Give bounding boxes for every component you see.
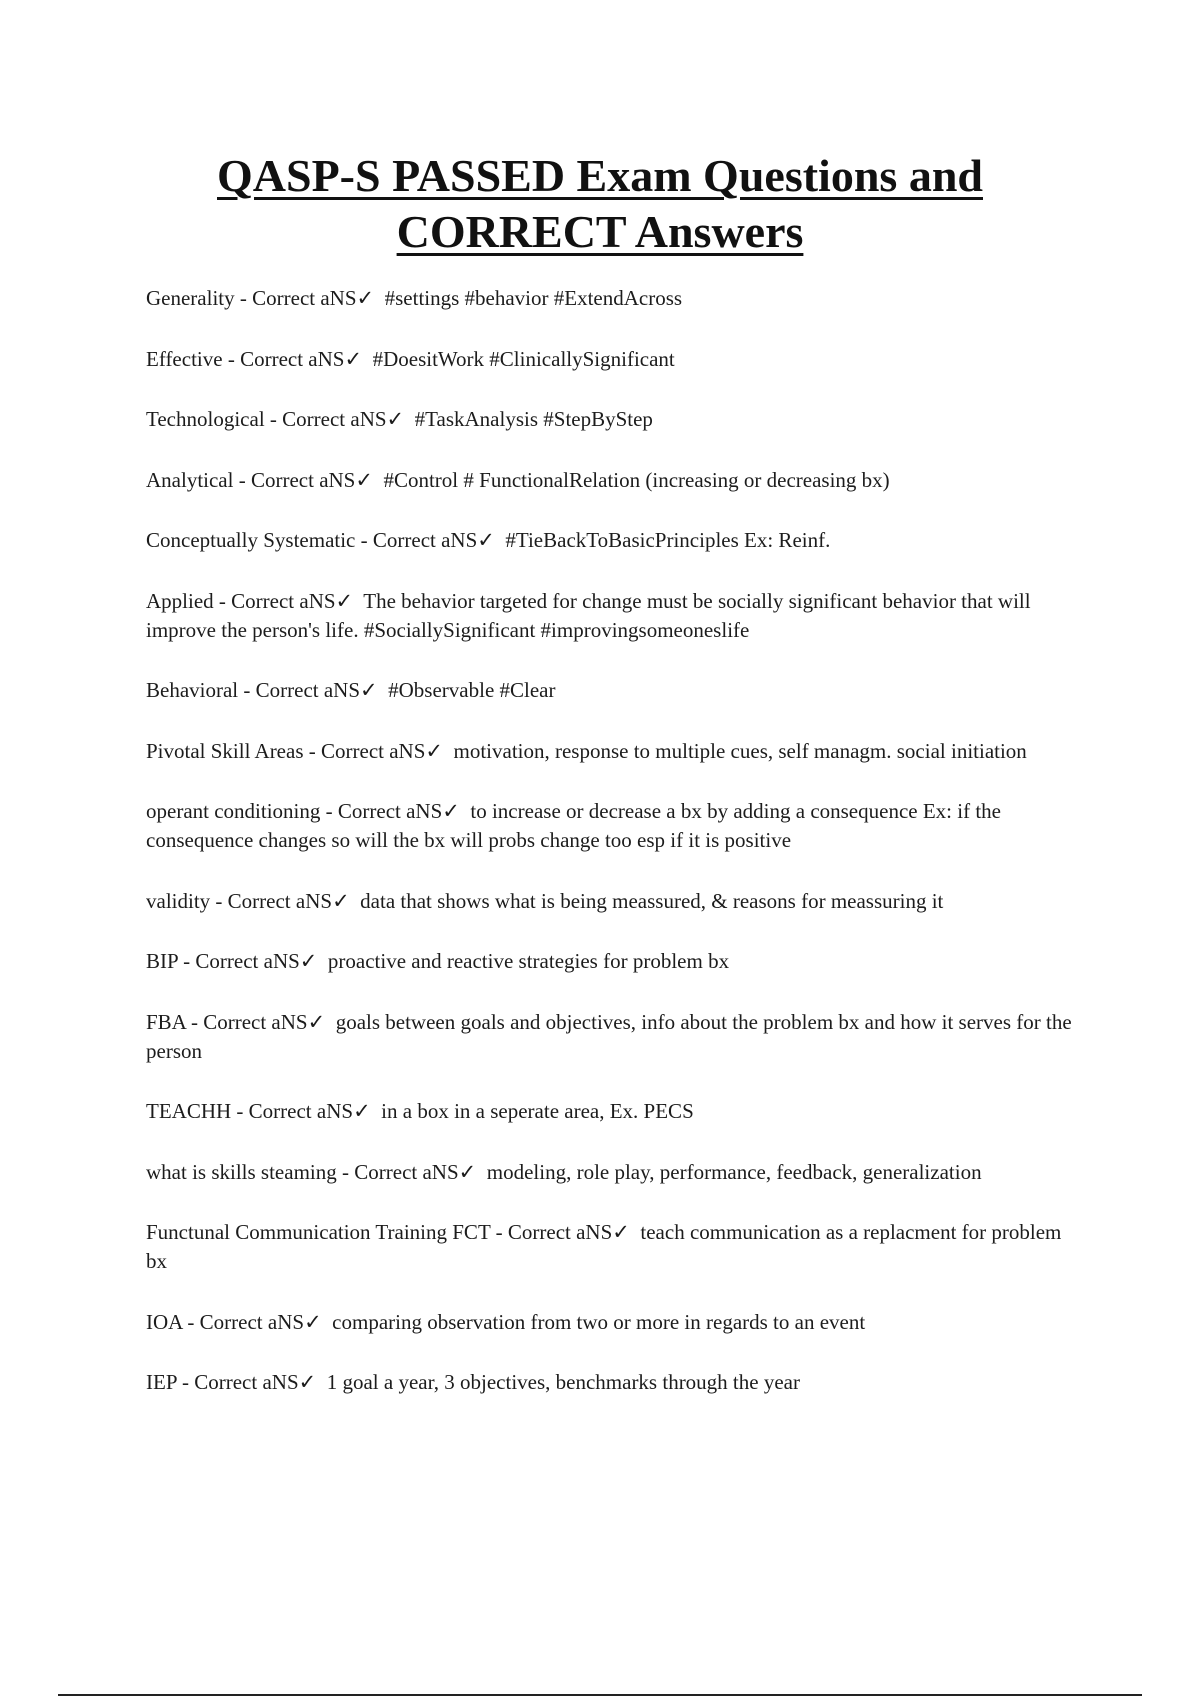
check-icon: ✓	[353, 1099, 371, 1123]
qa-answer: 1 goal a year, 3 objectives, benchmarks through the year	[326, 1370, 800, 1394]
qa-item: Generality - Correct aNS✓ #settings #behavior #ExtendAcross	[146, 286, 683, 310]
qa-answer: #TieBackToBasicPrinciples Ex: Reinf.	[505, 528, 831, 552]
qa-answer: #Observable #Clear	[388, 678, 556, 702]
qa-item: TEACHH - Correct aNS✓ in a box in a seperate area, Ex. PECS	[146, 1099, 694, 1123]
answer-marker: Correct aNS	[321, 738, 426, 763]
check-icon: ✓	[477, 528, 495, 552]
check-icon: ✓	[335, 588, 354, 613]
check-icon: ✓	[442, 799, 460, 823]
qa-item: Behavioral - Correct aNS✓ #Observable #Clear	[146, 678, 556, 702]
qa-term: IEP	[146, 1370, 177, 1394]
qa-item: Functunal Communication Training FCT - Correct aNS✓ teach communication as a replacment for problem bx	[146, 1220, 1062, 1273]
answer-marker: Correct aNS	[337, 799, 443, 823]
check-icon: ✓	[304, 1309, 322, 1334]
qa-term: Behavioral	[146, 678, 239, 702]
qa-list	[146, 284, 1086, 1429]
qa-answer: teach communication as a replacment for problem bx	[146, 1220, 1062, 1273]
qa-item: IEP - Correct aNS✓ 1 goal a year, 3 objectives, benchmarks through the year	[146, 1370, 800, 1394]
qa-term: Analytical	[146, 467, 234, 492]
qa-term: Conceptually Systematic	[146, 528, 356, 552]
qa-term: Applied	[146, 588, 214, 613]
answer-marker: Correct aNS	[231, 588, 336, 613]
qa-answer: motivation, response to multiple cues, self managm. social initiation	[453, 738, 1027, 763]
qa-item: FBA - Correct aNS✓ goals between goals and objectives, info about the problem bx and how it serves for the person	[146, 1009, 1072, 1063]
qa-term: FBA	[146, 1009, 186, 1034]
title-line-1: QASP-S PASSED Exam Questions and	[217, 150, 983, 201]
qa-answer: The behavior targeted for change must be socially significant behavior that will improve the person's life. #SociallySignificant #improvingsomeoneslife	[146, 588, 1031, 642]
qa-term: BIP	[146, 949, 178, 973]
qa-answer: goals between goals and objectives, info about the problem bx and how it serves for the person	[146, 1009, 1072, 1063]
title-line-2: CORRECT Answers	[396, 206, 804, 257]
footer-divider	[58, 1694, 1142, 1696]
qa-item: BIP - Correct aNS✓ proactive and reactive strategies for problem bx	[146, 949, 730, 973]
qa-answer: in a box in a seperate area, Ex. PECS	[381, 1099, 694, 1123]
answer-marker: Correct aNS	[372, 528, 478, 552]
check-icon: ✓	[298, 1370, 317, 1394]
answer-marker: Correct aNS	[227, 888, 333, 913]
check-icon: ✓	[386, 407, 405, 431]
qa-answer: #settings #behavior #ExtendAcross	[384, 286, 683, 310]
answer-marker: Correct aNS	[194, 1370, 299, 1394]
answer-marker: Correct aNS	[282, 407, 387, 431]
check-icon: ✓	[612, 1220, 630, 1244]
qa-answer: modeling, role play, performance, feedback, generalization	[486, 1159, 982, 1184]
answer-marker: Correct aNS	[507, 1220, 613, 1244]
qa-term: what is skills steaming	[146, 1159, 337, 1184]
qa-term: Technological	[146, 407, 265, 431]
qa-item: Pivotal Skill Areas - Correct aNS✓ motivation, response to multiple cues, self managm. social initiation	[146, 738, 1027, 763]
qa-item: what is skills steaming - Correct aNS✓ modeling, role play, performance, feedback, generalization	[146, 1159, 982, 1184]
qa-answer: proactive and reactive strategies for problem bx	[327, 949, 730, 973]
qa-answer: #Control # FunctionalRelation (increasing or decreasing bx)	[383, 467, 890, 492]
check-icon: ✓	[307, 1009, 326, 1034]
qa-item: Applied - Correct aNS✓ The behavior targeted for change must be socially significant behavior that will improve the person's life. #SociallySignificant #improvingsomeoneslife	[146, 588, 1031, 642]
document-title	[100, 148, 1100, 260]
qa-answer: #TaskAnalysis #StepByStep	[414, 407, 653, 431]
check-icon: ✓	[360, 678, 378, 702]
qa-item: operant conditioning - Correct aNS✓ to increase or decrease a bx by adding a consequence Ex: if the consequence changes so will the bx will probs change too esp if it is positive	[146, 799, 1001, 852]
check-icon: ✓	[344, 346, 363, 371]
qa-answer: to increase or decrease a bx by adding a consequence Ex: if the consequence changes so will the bx will probs change too esp if it is positive	[146, 799, 1001, 852]
qa-term: Effective	[146, 346, 223, 371]
qa-item: Analytical - Correct aNS✓ #Control # FunctionalRelation (increasing or decreasing bx)	[146, 467, 890, 492]
check-icon: ✓	[299, 949, 318, 973]
answer-marker: Correct aNS	[252, 286, 357, 310]
qa-item: validity - Correct aNS✓ data that shows what is being meassured, & reasons for meassuring it	[146, 888, 944, 913]
qa-term: Generality	[146, 286, 235, 310]
answer-marker: Correct aNS	[255, 678, 361, 702]
answer-marker: Correct aNS	[354, 1159, 459, 1184]
qa-answer: #DoesitWork #ClinicallySignificant	[372, 346, 675, 371]
check-icon: ✓	[332, 888, 350, 913]
qa-item: Conceptually Systematic - Correct aNS✓ #TieBackToBasicPrinciples Ex: Reinf.	[146, 528, 831, 552]
check-icon: ✓	[355, 467, 373, 492]
answer-marker: Correct aNS	[248, 1099, 354, 1123]
check-icon: ✓	[425, 738, 443, 763]
qa-term: operant conditioning	[146, 799, 321, 823]
qa-term: Functunal Communication Training FCT	[146, 1220, 491, 1244]
answer-marker: Correct aNS	[240, 346, 345, 371]
qa-item: Effective - Correct aNS✓ #DoesitWork #ClinicallySignificant	[146, 346, 675, 371]
qa-item: IOA - Correct aNS✓ comparing observation from two or more in regards to an event	[146, 1309, 866, 1334]
qa-item: Technological - Correct aNS✓ #TaskAnalysis #StepByStep	[146, 407, 653, 431]
answer-marker: Correct aNS	[203, 1009, 308, 1034]
check-icon: ✓	[356, 286, 375, 310]
answer-marker: Correct aNS	[250, 467, 356, 492]
qa-answer: comparing observation from two or more in regards to an event	[332, 1309, 866, 1334]
answer-marker: Correct aNS	[195, 949, 300, 973]
qa-term: TEACHH	[146, 1099, 232, 1123]
qa-term: validity	[146, 888, 211, 913]
qa-term: IOA	[146, 1309, 183, 1334]
qa-answer: data that shows what is being meassured, & reasons for meassuring it	[360, 888, 944, 913]
answer-marker: Correct aNS	[199, 1309, 305, 1334]
check-icon: ✓	[458, 1159, 477, 1184]
qa-term: Pivotal Skill Areas	[146, 738, 304, 763]
